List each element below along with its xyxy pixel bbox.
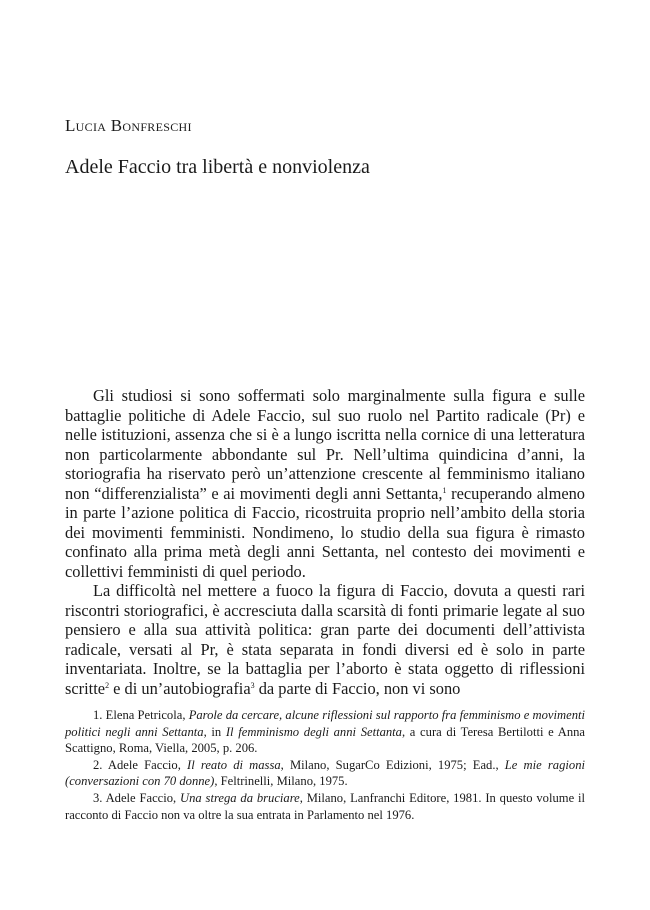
footnote-1-book-title: Il femminismo degli anni Settanta bbox=[225, 724, 402, 739]
footnote-2 bbox=[65, 757, 585, 790]
footnote-2-text-cont: , Milano, SugarCo Edizioni, 1975; Ead., bbox=[280, 757, 505, 772]
paragraph-2-text-end: da parte di Faccio, non vi sono bbox=[254, 678, 461, 698]
footnote-2-title: Il reato di massa bbox=[187, 757, 281, 772]
footnote-2-text: 2. Adele Faccio, bbox=[93, 757, 188, 772]
footnote-3-text-cont: , Milano, Lanfranchi Editore, 1981. In questo volume il racconto di Faccio non va oltre la sua entrata in Parlamento nel 1976. bbox=[65, 790, 585, 822]
footnote-1-text-cont: , in bbox=[203, 724, 226, 739]
paragraph-1-text: Gli studiosi si sono soffermati solo marginalmente sulla figura e sulle battaglie politiche di Adele Faccio, sul suo ruolo nel Partito radicale (Pr) e nelle istituzioni, assenza che si è a lungo iscritta nella cornice di una letteratura non particolarmente abbondante sul Pr. Nell’ultima quindicina d’anni, la storiografia ha riservato però un’attenzione crescente al femminismo italiano non “differenzialista” e ai movimenti degli anni Settanta, bbox=[65, 386, 585, 503]
footnote-ref-2[interactable]: 2 bbox=[105, 680, 110, 690]
footnote-1-text-end: , a cura di Teresa Bertilotti e Anna Scattigno, Roma, Viella, 2005, p. 206. bbox=[65, 724, 585, 756]
footnote-1-title: Parole da cercare, alcune riflessioni sul rapporto fra femminismo e movimenti politici negli anni Settanta bbox=[65, 708, 585, 739]
footnote-ref-3[interactable]: 3 bbox=[250, 680, 255, 690]
footnote-2-book-title: Le mie ragioni (conversazioni con 70 donne) bbox=[65, 757, 585, 789]
footnote-ref-1[interactable]: 1 bbox=[442, 485, 447, 495]
paragraph-1 bbox=[65, 386, 585, 581]
footnotes bbox=[65, 707, 585, 823]
paragraph-2 bbox=[65, 581, 585, 698]
footnote-3-text: 3. Adele Faccio, bbox=[93, 790, 181, 805]
footnote-1-text: 1. Elena Petricola, bbox=[93, 708, 189, 722]
chapter-author: Lucia Bonfreschi bbox=[65, 116, 192, 135]
footnote-3-title: Una strega da bruciare bbox=[180, 790, 300, 805]
body-text bbox=[65, 386, 585, 698]
footnote-3 bbox=[65, 790, 585, 823]
footnote-2-text-end: , Feltrinelli, Milano, 1975. bbox=[214, 774, 348, 789]
chapter-title: Adele Faccio tra libertà e nonviolenza bbox=[65, 156, 370, 178]
footnote-1 bbox=[65, 707, 585, 757]
paragraph-2-text: La difficoltà nel mettere a fuoco la figura di Faccio, dovuta a questi rari riscontri storiografici, è accresciuta dalla scarsità di fonti primarie legate al suo pensiero e alla sua attività politica: gran parte dei documenti dell’attivista radicale, versati al Pr, è stata separata in fondi diversi ed è solo in parte inventariata. Inoltre, se la battaglia per l’aborto è stata oggetto di riflessioni scritte bbox=[65, 581, 585, 698]
paragraph-1-text-cont: recuperando almeno in parte l’azione politica di Faccio, ricostruita proprio nell’ambito della storia dei movimenti femministi. Nondimeno, lo studio della sua figura è rimasto confinato alla prima metà degli anni Settanta, nel contesto dei movimenti e collettivi femministi di quel periodo. bbox=[65, 483, 585, 581]
paragraph-2-text-cont: e di un’autobiografia bbox=[109, 678, 251, 698]
